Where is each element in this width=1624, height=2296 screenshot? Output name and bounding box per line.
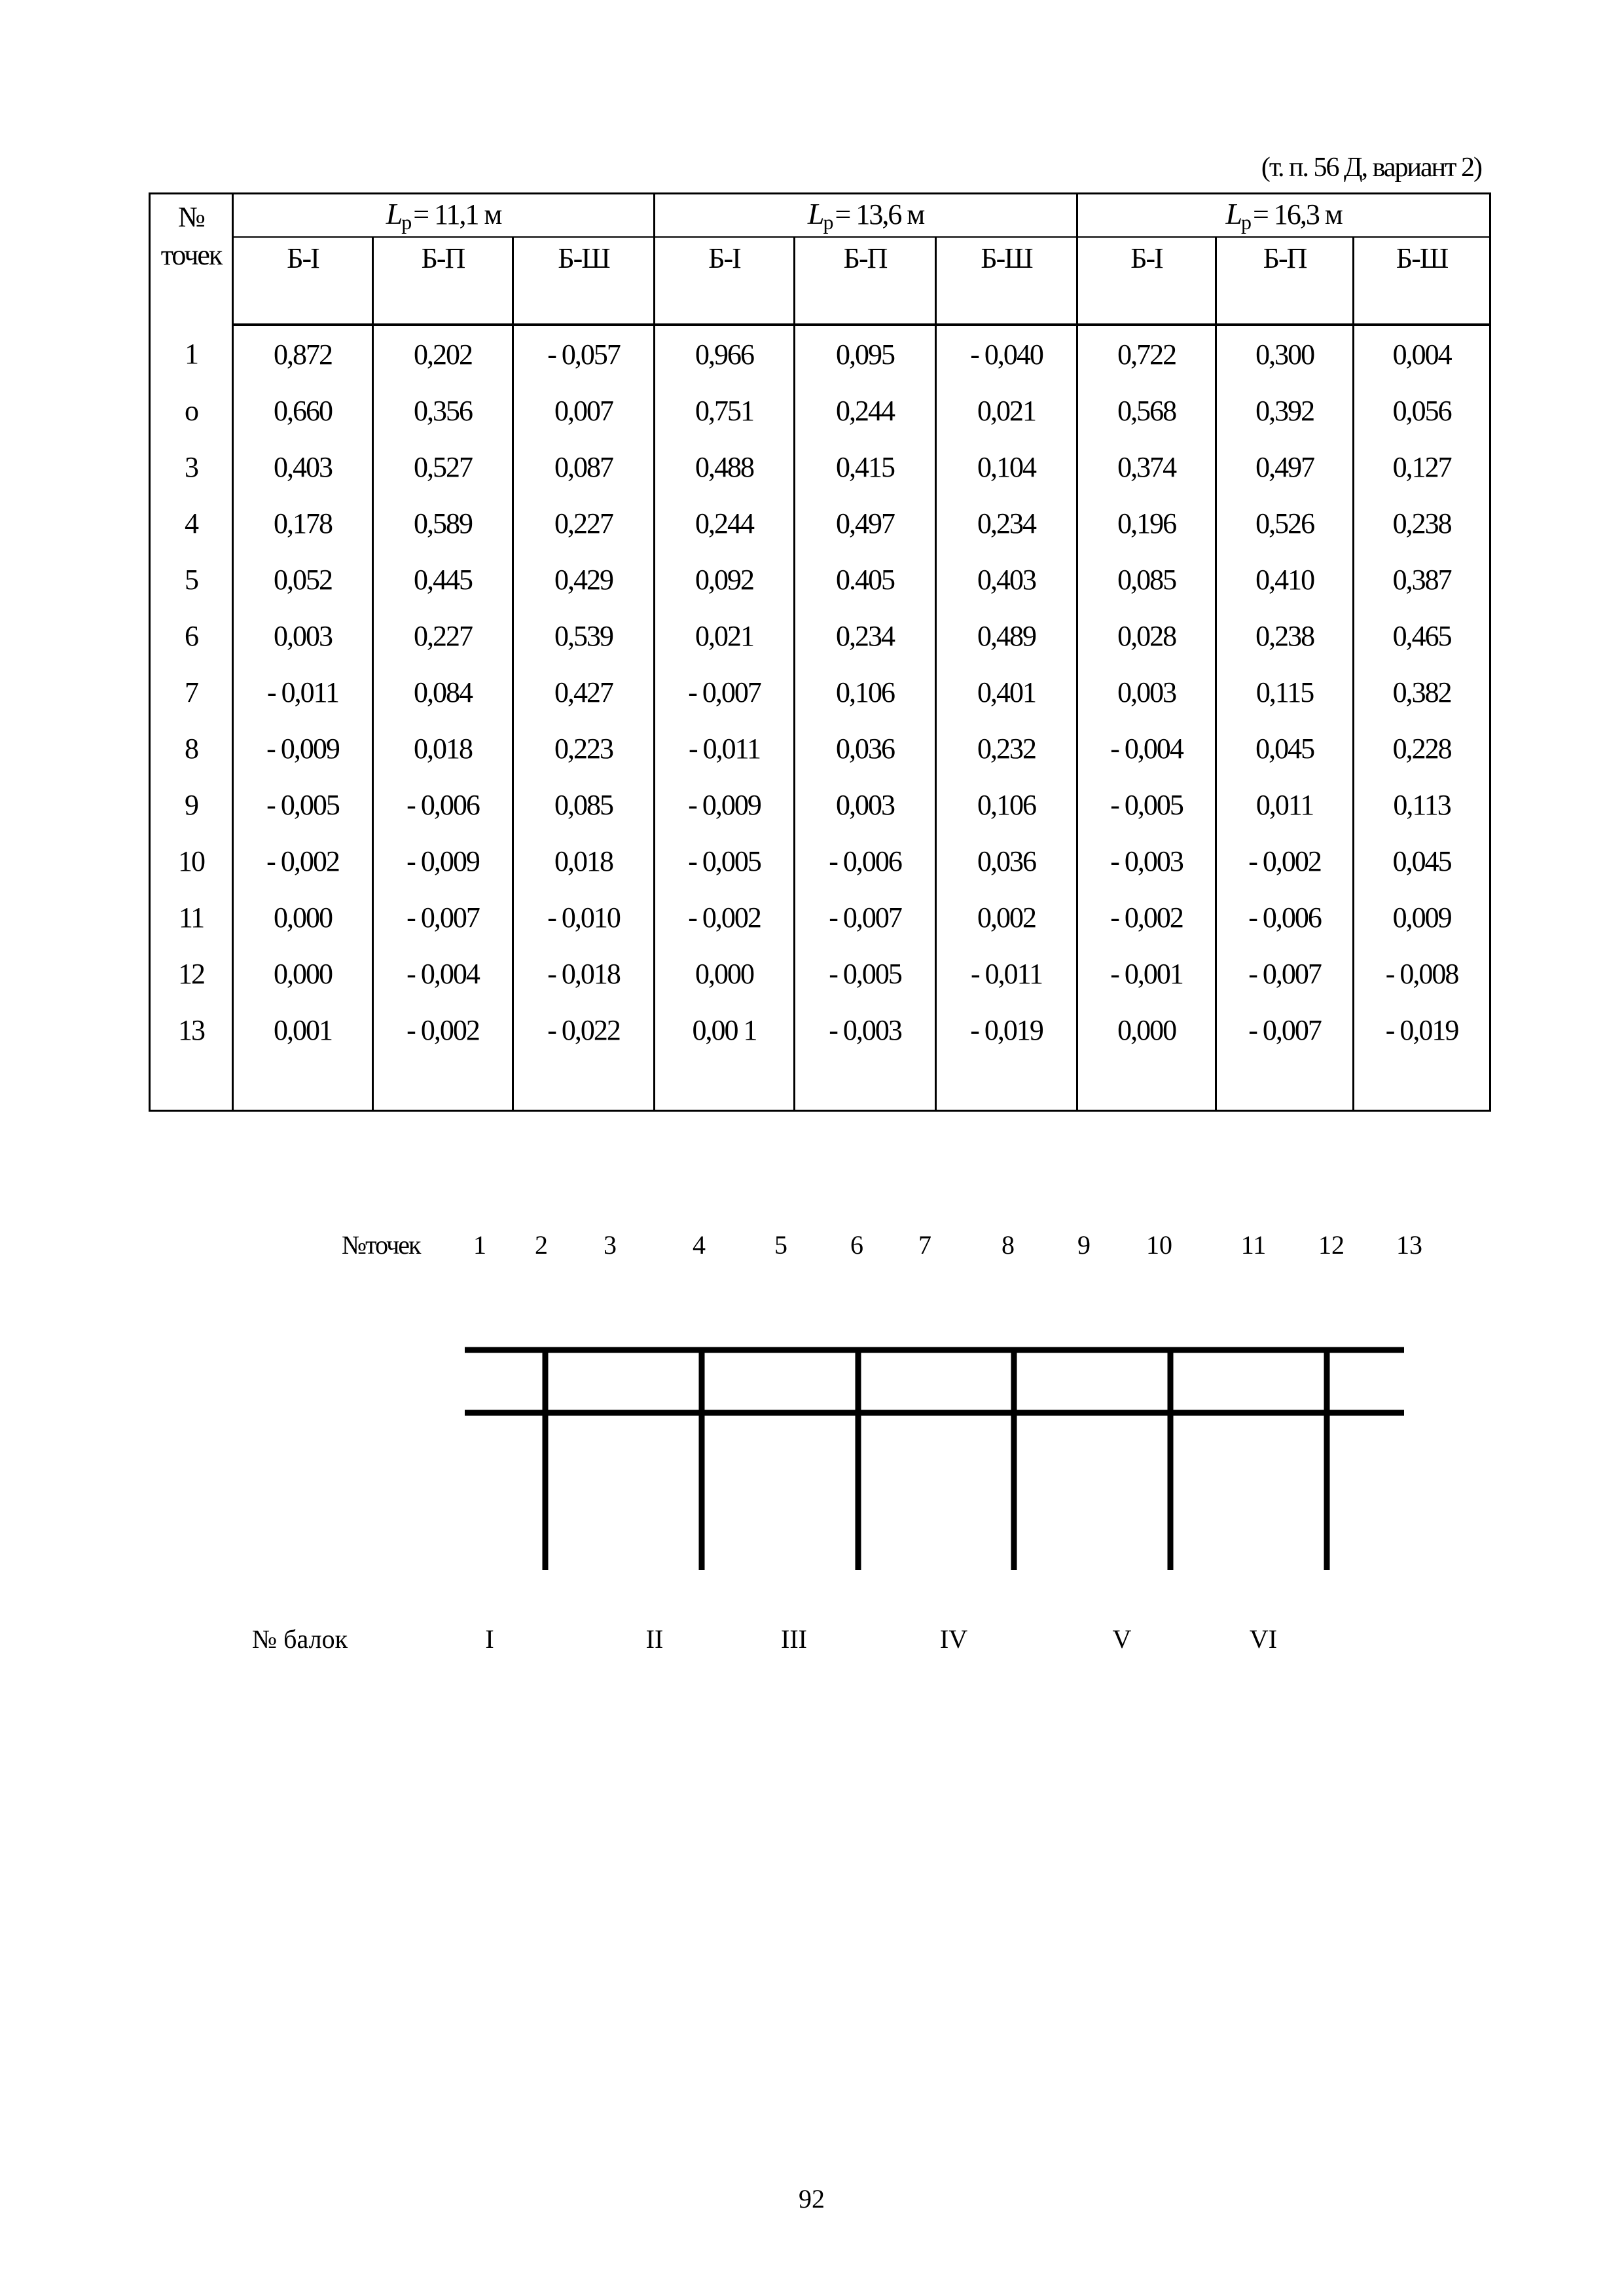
coefficient-cell: 0,021 (655, 608, 795, 664)
coefficient-cell: - 0,009 (373, 833, 513, 889)
span-value: = 13,6 м (835, 198, 924, 231)
point-number-cell: 4 (150, 495, 233, 551)
coefficient-cell: 0,872 (233, 325, 373, 382)
coefficient-cell: 0,085 (1077, 551, 1216, 608)
coefficient-cell: - 0,002 (1216, 833, 1354, 889)
coefficient-cell: 0,087 (513, 439, 655, 495)
point-number-cell: 6 (150, 608, 233, 664)
coefficient-cell: 0,009 (1354, 889, 1490, 945)
coefficient-cell: - 0,011 (233, 664, 373, 720)
coefficient-cell: - 0,009 (233, 720, 373, 776)
coefficient-cell: 0,003 (233, 608, 373, 664)
coefficient-cell: 0,527 (373, 439, 513, 495)
coefficient-cell: - 0,005 (655, 833, 795, 889)
coefficient-cell: 0,497 (795, 495, 936, 551)
beam-label: III (781, 1624, 807, 1654)
point-number-header-word: точек (160, 239, 222, 271)
coefficient-cell: 0,021 (936, 382, 1077, 439)
coefficient-cell: 0,429 (513, 551, 655, 608)
coefficient-cell: - 0,005 (1077, 776, 1216, 833)
beams-label: № балок (252, 1624, 348, 1654)
point-label: 9 (1077, 1230, 1091, 1260)
coefficient-cell: 0,004 (1354, 325, 1490, 382)
coefficient-cell: 0,392 (1216, 382, 1354, 439)
coefficient-cell: 0,232 (936, 720, 1077, 776)
coefficient-cell: 0,106 (936, 776, 1077, 833)
coefficient-cell: - 0,009 (655, 776, 795, 833)
beam-column-header: Б-П (373, 237, 513, 325)
coefficient-cell: 0,403 (936, 551, 1077, 608)
beam-column-header: Б-I (655, 237, 795, 325)
coefficient-cell: - 0,007 (373, 889, 513, 945)
coefficient-cell: 0,045 (1354, 833, 1490, 889)
coefficient-cell: 0,238 (1354, 495, 1490, 551)
coefficient-cell: - 0,006 (373, 776, 513, 833)
coefficient-cell: - 0,002 (373, 1002, 513, 1058)
span-symbol: L (386, 197, 402, 231)
coefficient-cell: 0,000 (655, 945, 795, 1002)
point-label: 13 (1396, 1230, 1422, 1260)
beam-column-header: Б-Ш (1354, 237, 1490, 325)
coefficient-cell: 0,000 (233, 889, 373, 945)
coefficient-cell: 0,497 (1216, 439, 1354, 495)
coefficient-cell: 0,465 (1354, 608, 1490, 664)
coefficient-cell: - 0,003 (795, 1002, 936, 1058)
coefficient-cell: 0,227 (373, 608, 513, 664)
coefficient-cell: 0,113 (1354, 776, 1490, 833)
coefficient-cell: - 0,011 (655, 720, 795, 776)
point-number-cell: 10 (150, 833, 233, 889)
point-label: 3 (604, 1230, 617, 1260)
coefficient-cell: 0,003 (1077, 664, 1216, 720)
coefficient-cell: 0,036 (795, 720, 936, 776)
coefficient-cell: 0,228 (1354, 720, 1490, 776)
beam-column-header: Б-I (233, 237, 373, 325)
point-number-cell: 9 (150, 776, 233, 833)
coefficient-cell: - 0,003 (1077, 833, 1216, 889)
point-number-cell: 11 (150, 889, 233, 945)
beam-column-header: Б-П (795, 237, 936, 325)
point-label: 8 (1001, 1230, 1015, 1260)
point-number-cell: 7 (150, 664, 233, 720)
coefficient-cell: 0,489 (936, 608, 1077, 664)
coefficient-cell: 0,966 (655, 325, 795, 382)
coefficient-cell: 0,356 (373, 382, 513, 439)
beam-label: V (1112, 1624, 1132, 1654)
coefficient-cell: 0,751 (655, 382, 795, 439)
point-number-cell: 12 (150, 945, 233, 1002)
coefficient-cell: 0,445 (373, 551, 513, 608)
coefficient-cell: - 0,007 (1216, 945, 1354, 1002)
coefficient-cell: 0,223 (513, 720, 655, 776)
coefficient-cell: - 0,002 (1077, 889, 1216, 945)
coefficient-cell: 0,589 (373, 495, 513, 551)
coefficient-cell: 0,244 (795, 382, 936, 439)
coefficient-cell: 0,374 (1077, 439, 1216, 495)
coefficient-cell: 0,104 (936, 439, 1077, 495)
coefficient-cell: 0,000 (1077, 1002, 1216, 1058)
coefficient-cell: 0,403 (233, 439, 373, 495)
coefficient-cell: 0,300 (1216, 325, 1354, 382)
coefficient-cell: 0,488 (655, 439, 795, 495)
coefficient-cell: 0,002 (936, 889, 1077, 945)
point-number-header-symbol: № (178, 201, 204, 233)
coefficient-cell: 0,00 1 (655, 1002, 795, 1058)
point-label: 12 (1318, 1230, 1344, 1260)
coefficient-cell: - 0,019 (1354, 1002, 1490, 1058)
coefficient-cell: 0,115 (1216, 664, 1354, 720)
coefficient-cell: 0,018 (373, 720, 513, 776)
coefficient-cell: - 0,019 (936, 1002, 1077, 1058)
coefficient-cell: 0,410 (1216, 551, 1354, 608)
table-caption: (т. п. 56 Д, вариант 2) (1261, 153, 1481, 183)
coefficient-cell: 0,003 (795, 776, 936, 833)
beam-label: IV (939, 1624, 968, 1654)
point-label: 10 (1146, 1230, 1172, 1260)
coefficient-cell: - 0,022 (513, 1002, 655, 1058)
page-number: 92 (799, 2184, 825, 2214)
coefficient-cell: 0,085 (513, 776, 655, 833)
coefficient-cell: 0,000 (233, 945, 373, 1002)
span-value: = 16,3 м (1253, 198, 1342, 231)
coefficient-cell: 0,722 (1077, 325, 1216, 382)
coefficient-cell: 0,092 (655, 551, 795, 608)
coefficient-cell: 0,036 (936, 833, 1077, 889)
coefficient-cell: 0.405 (795, 551, 936, 608)
coefficient-cell: 0,028 (1077, 608, 1216, 664)
beam-label: II (645, 1624, 664, 1654)
coefficient-cell: - 0,001 (1077, 945, 1216, 1002)
coefficient-cell: - 0,005 (795, 945, 936, 1002)
coefficient-cell: - 0,018 (513, 945, 655, 1002)
point-label: 1 (473, 1230, 486, 1260)
coefficient-cell: 0,045 (1216, 720, 1354, 776)
beam-column-header: Б-Ш (513, 237, 655, 325)
coefficient-cell: 0,084 (373, 664, 513, 720)
span-subscript: р (1241, 210, 1251, 234)
coefficient-cell: - 0,007 (1216, 1002, 1354, 1058)
coefficient-cell: 0,238 (1216, 608, 1354, 664)
coefficient-cell: 0,052 (233, 551, 373, 608)
coefficient-cell: 0,127 (1354, 439, 1490, 495)
point-number-cell: 8 (150, 720, 233, 776)
coefficient-cell: - 0,040 (936, 325, 1077, 382)
point-label: 2 (535, 1230, 548, 1260)
span-symbol: L (807, 197, 823, 231)
coefficient-cell: 0,415 (795, 439, 936, 495)
coefficient-cell: 0,056 (1354, 382, 1490, 439)
coefficient-cell: - 0,005 (233, 776, 373, 833)
coefficient-cell: 0,387 (1354, 551, 1490, 608)
coefficient-cell: 0,234 (936, 495, 1077, 551)
beam-label: I (485, 1624, 494, 1654)
coefficient-cell: 0,001 (233, 1002, 373, 1058)
coefficient-cell: - 0,006 (1216, 889, 1354, 945)
coefficient-cell: 0,660 (233, 382, 373, 439)
span-subscript: р (401, 210, 411, 234)
span-symbol: L (1225, 197, 1242, 231)
point-number-cell: 13 (150, 1002, 233, 1058)
coefficient-cell: - 0,008 (1354, 945, 1490, 1002)
coefficient-cell: - 0,010 (513, 889, 655, 945)
coefficient-cell: 0,539 (513, 608, 655, 664)
beam-column-header: Б-I (1077, 237, 1216, 325)
point-number-cell: 1 (150, 325, 233, 382)
beam-column-header: Б-Ш (936, 237, 1077, 325)
beam-label: VI (1249, 1624, 1278, 1654)
coefficient-cell: - 0,002 (233, 833, 373, 889)
coefficient-cell: - 0,004 (1077, 720, 1216, 776)
coefficient-cell: 0,011 (1216, 776, 1354, 833)
point-number-cell: 5 (150, 551, 233, 608)
point-number-cell: o (150, 382, 233, 439)
point-number-cell: 3 (150, 439, 233, 495)
coefficient-cell: - 0,004 (373, 945, 513, 1002)
coefficient-cell: 0,178 (233, 495, 373, 551)
coefficient-cell: 0,227 (513, 495, 655, 551)
point-label: 6 (850, 1230, 863, 1260)
span-subscript: р (823, 210, 833, 234)
coefficient-cell: 0,018 (513, 833, 655, 889)
point-label: 7 (918, 1230, 931, 1260)
coefficient-cell: - 0,006 (795, 833, 936, 889)
coefficient-cell: 0,196 (1077, 495, 1216, 551)
coefficient-cell: 0,382 (1354, 664, 1490, 720)
coefficient-cell: - 0,057 (513, 325, 655, 382)
coefficient-cell: - 0,002 (655, 889, 795, 945)
point-label: 4 (693, 1230, 706, 1260)
coefficient-cell: - 0,007 (795, 889, 936, 945)
coefficient-cell: 0,202 (373, 325, 513, 382)
coefficient-cell: 0,007 (513, 382, 655, 439)
coefficient-cell: 0,568 (1077, 382, 1216, 439)
coefficient-cell: 0,427 (513, 664, 655, 720)
coefficient-cell: 0,106 (795, 664, 936, 720)
point-label: 5 (774, 1230, 787, 1260)
beam-column-header: Б-П (1216, 237, 1354, 325)
coefficient-cell: - 0,007 (655, 664, 795, 720)
point-label: 11 (1240, 1230, 1267, 1260)
coefficient-cell: 0,526 (1216, 495, 1354, 551)
span-value: = 11,1 м (413, 198, 501, 231)
coefficient-cell: 0,401 (936, 664, 1077, 720)
coefficient-cell: 0,234 (795, 608, 936, 664)
coefficient-cell: 0,095 (795, 325, 936, 382)
points-label: №точек (342, 1230, 420, 1260)
coefficient-cell: - 0,011 (936, 945, 1077, 1002)
coefficient-cell: 0,244 (655, 495, 795, 551)
